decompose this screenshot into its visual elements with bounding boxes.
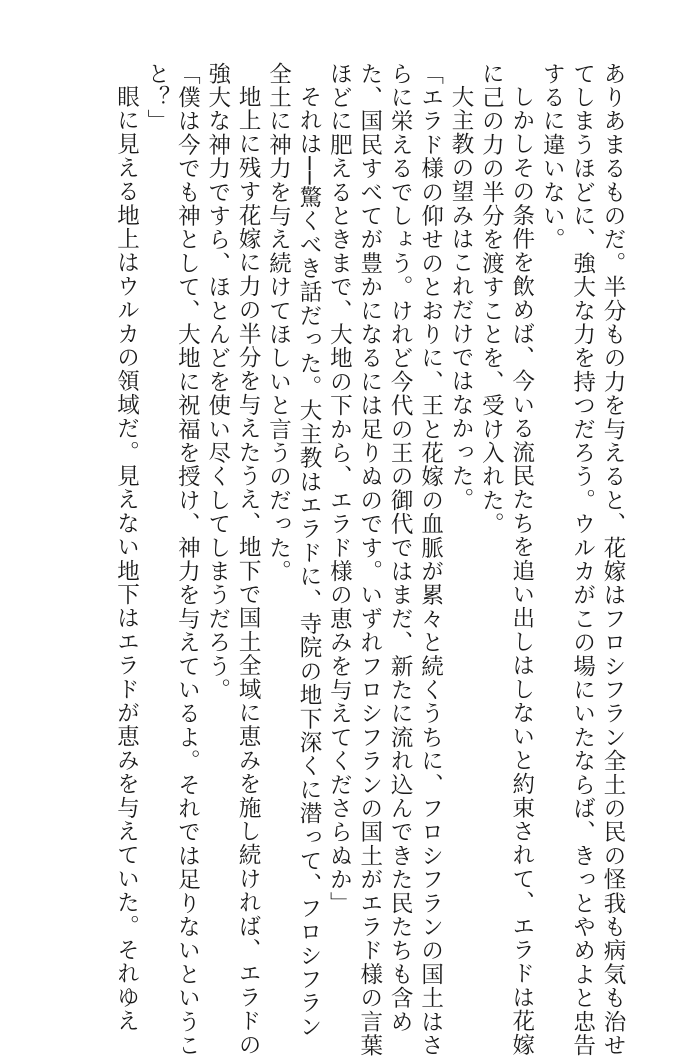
text-line: するに違いない。	[539, 62, 566, 252]
text-line: 眼に見える地上はウルカの領域だ。見えない地下はエラドが恵みを与えていた。それゆえ	[113, 84, 140, 1033]
text-line: てしまうほどに、強大な力を持つだろう。ウルカがこの場にいたならば、きっとやめよと忠告	[569, 62, 596, 1057]
text-line: 強大な神力ですら、ほとんどを使い尽くしてしまうだろう。	[204, 62, 231, 702]
text-line: しかしその条件を飲めば、今いる流民たちを追い出しはしないと約束されて、エラドは花嫁	[508, 84, 535, 1057]
text-line: た、国民すべてが豊かになるには足りぬのです。いずれフロシフランの国土がエラド様の言葉	[356, 62, 383, 1057]
vertical-text-body	[88, 62, 628, 1057]
text-line: と？」	[143, 62, 170, 134]
text-line: 全土に神力を与え続けてほしいと言うのだった。	[265, 62, 292, 584]
text-line: 大主教の望みはこれだけではなかった。	[447, 84, 474, 512]
text-line: 地上に残す花嫁に力の半分を与えたうえ、地下で国土全域に恵みを施し続ければ、エラドの	[235, 84, 262, 1057]
text-line: 「僕は今でも神として、大地に祝福を授け、神力を与えているよ。それでは足りないというこ	[174, 62, 201, 1057]
text-line: らに栄えるでしょう。けれど今代の王の御代ではまだ、新たに流れ込んできた民たちも含め	[387, 62, 414, 1034]
text-line: に己の力の半分を渡すことを、受け入れた。	[478, 62, 505, 536]
text-line: ほどに肥えるときまで、大地の下から、エラド様の恵みを与えてくださらぬか」	[326, 62, 353, 916]
text-line: 「エラド様の仰せのとおりに、王と花嫁の血脈が累々と続くうちに、フロシフランの国土はさ	[417, 62, 444, 1057]
text-line: それは──驚くべき話だった。大主教はエラドに、寺院の地下深くに潜って、フロシフラン	[295, 84, 322, 1039]
text-line: ありあまるものだ。半分もの力を与えると、花嫁はフロシフラン全土の民の怪我も病気も治せ	[600, 62, 626, 1057]
